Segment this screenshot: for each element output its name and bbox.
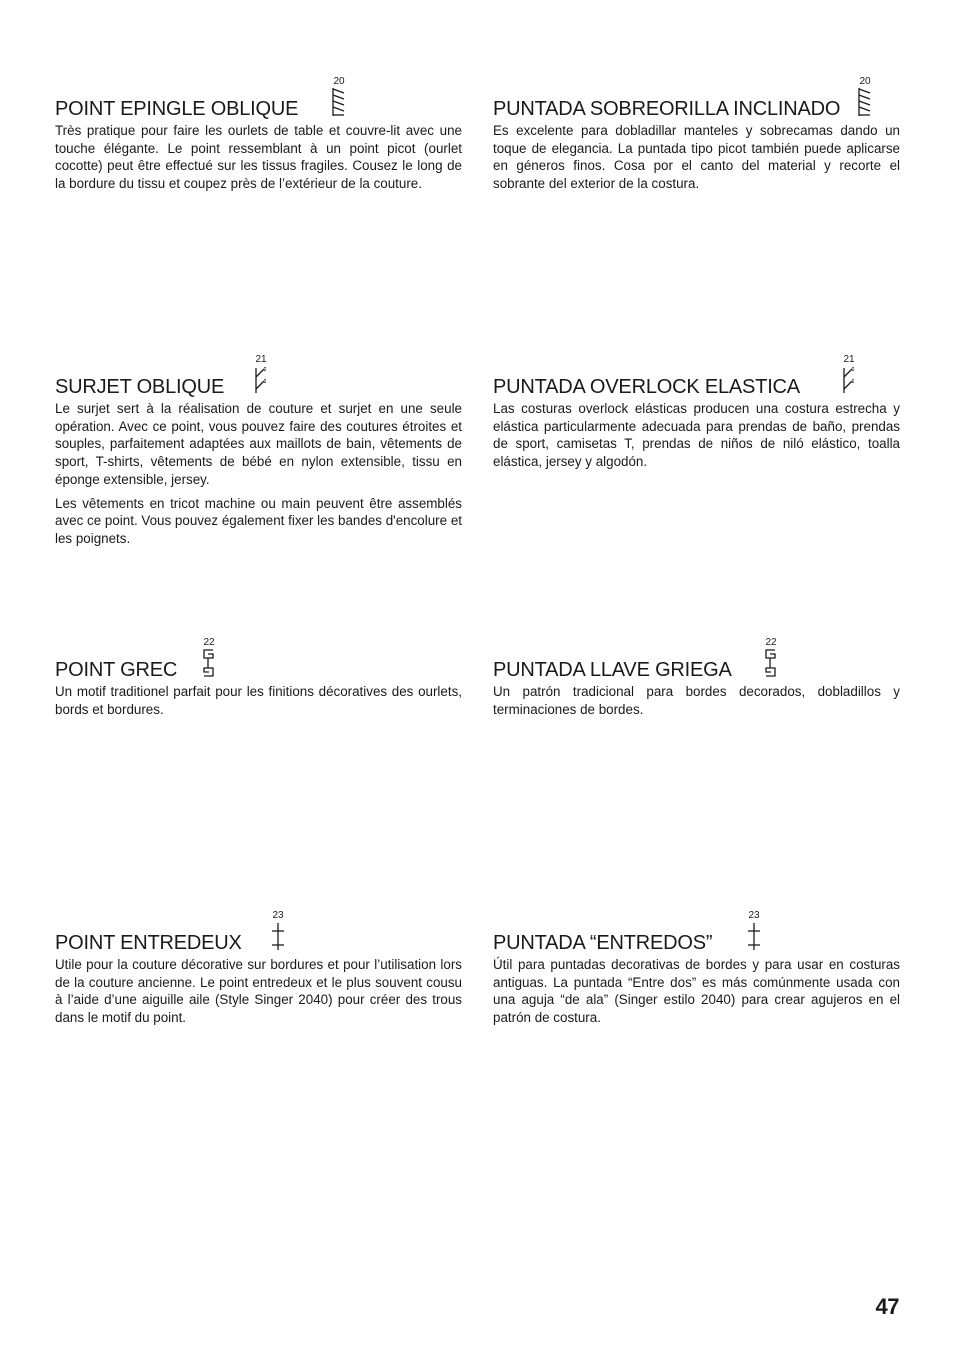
section-title: PUNTADA OVERLOCK ELASTICA — [493, 376, 800, 398]
greek-key-stitch-icon — [762, 648, 780, 678]
section-title: POINT GREC — [55, 659, 178, 681]
stitch-number: 23 — [748, 910, 760, 921]
paragraph: Le surjet sert à la réalisation de couture et surjet en une seule opération. Avec ce point, vous pouvez faire des coutures étroites et souples, parfaitement adaptées aux maillots de bain, vêtements de sport, T-shirts, vêtements de bébé en nylon extensible, tissu en éponge extensible, jersey. — [55, 401, 462, 487]
blind-stitch-icon — [330, 87, 348, 117]
section-puntada-sobreorilla-inclinado — [493, 76, 900, 199]
section-heading — [55, 910, 462, 956]
section-heading — [493, 76, 900, 122]
section-surjet-oblique — [55, 354, 462, 554]
paragraph: Les vêtements en tricot machine ou main peuvent être assemblés avec ce point. Vous pouvez également fixer les bandes d'encolure et les poignets. — [55, 495, 462, 546]
section-body — [55, 683, 462, 718]
paragraph: Las costuras overlock elásticas producen una costura estrecha y elástica particularmente adecuada para prendas de baño, prendas de sport, camisetas T, prendas de niños de niló elástico, toalla elástica, jersey y algodón. — [493, 401, 900, 470]
stitch-number: 23 — [272, 910, 284, 921]
stitch-23-indicator — [269, 910, 293, 951]
stitch-number: 21 — [843, 354, 855, 365]
paragraph: Très pratique pour faire les ourlets de table et couvre-lit avec une touche élégante. Le point ressemblant à un point picot (ourlet cocotte) peut être effectué sur les tissus fragiles. Cousez le long de la bordure du tissu et coupez près de l’extérieur de la couture. — [55, 123, 462, 192]
stitch-number: 22 — [203, 637, 215, 648]
section-title: POINT EPINGLE OBLIQUE — [55, 98, 299, 120]
section-point-entredeux — [55, 910, 462, 1033]
paragraph: Útil para puntadas decorativas de bordes y para usar en costuras antiguas. La puntada “Entre dos” es más comúnmente usada con una aguja “de ala” (Singer estilo 2040) para crear agujeros en el patrón de costura. — [493, 957, 900, 1026]
section-heading — [493, 637, 900, 683]
paragraph: Es excelente para dobladillar manteles y sobrecamas dando un toque de elegancia. La puntada tipo picot también puede aplicarse en géneros finos. Cosa por el canto del material y recorte el sobrante del exterior de la costura. — [493, 123, 900, 192]
section-puntada-overlock-elastica — [493, 354, 900, 477]
section-heading — [55, 354, 462, 400]
section-puntada-entredos — [493, 910, 900, 1033]
section-body — [493, 956, 900, 1027]
stitch-21-indicator — [252, 354, 276, 395]
section-heading — [55, 637, 462, 683]
section-body — [493, 400, 900, 471]
overlock-stitch-icon — [840, 365, 858, 395]
stitch-22-indicator — [200, 637, 224, 678]
overlock-stitch-icon — [252, 365, 270, 395]
section-title: PUNTADA LLAVE GRIEGA — [493, 659, 732, 681]
section-body — [55, 122, 462, 193]
paragraph: Un patrón tradicional para bordes decorados, dobladillos y terminaciones de bordes. — [493, 684, 900, 717]
paragraph: Utile pour la couture décorative sur bordures et pour l’utilisation lors de la couture ancienne. Le point entredeux et le plus souvent cousu à l’aide d’une aiguille aile (Style Singer 2040) pour créer des trous dans le motif du point. — [55, 957, 462, 1026]
section-heading — [493, 910, 900, 956]
entredeux-stitch-icon — [745, 921, 763, 951]
section-point-epingle-oblique — [55, 76, 462, 199]
section-body — [55, 956, 462, 1027]
stitch-23-indicator — [745, 910, 769, 951]
blind-stitch-icon — [856, 87, 874, 117]
section-point-grec — [55, 637, 462, 724]
section-body — [493, 122, 900, 193]
greek-key-stitch-icon — [200, 648, 218, 678]
stitch-number: 21 — [255, 354, 267, 365]
stitch-22-indicator — [762, 637, 786, 678]
paragraph: Un motif traditionel parfait pour les finitions décoratives des ourlets, bords et bordures. — [55, 684, 462, 717]
section-heading — [55, 76, 462, 122]
stitch-number: 20 — [333, 76, 345, 87]
section-heading — [493, 354, 900, 400]
section-puntada-llave-griega — [493, 637, 900, 724]
entredeux-stitch-icon — [269, 921, 287, 951]
stitch-21-indicator — [840, 354, 864, 395]
section-body — [55, 400, 462, 548]
section-title: PUNTADA SOBREORILLA INCLINADO — [493, 98, 841, 120]
stitch-20-indicator — [330, 76, 354, 117]
stitch-20-indicator — [856, 76, 880, 117]
section-title: PUNTADA “ENTREDOS” — [493, 932, 713, 954]
stitch-number: 22 — [765, 637, 777, 648]
section-title: SURJET OBLIQUE — [55, 376, 225, 398]
stitch-number: 20 — [859, 76, 871, 87]
section-title: POINT ENTREDEUX — [55, 932, 242, 954]
section-body — [493, 683, 900, 718]
page-number: 47 — [875, 1294, 899, 1319]
